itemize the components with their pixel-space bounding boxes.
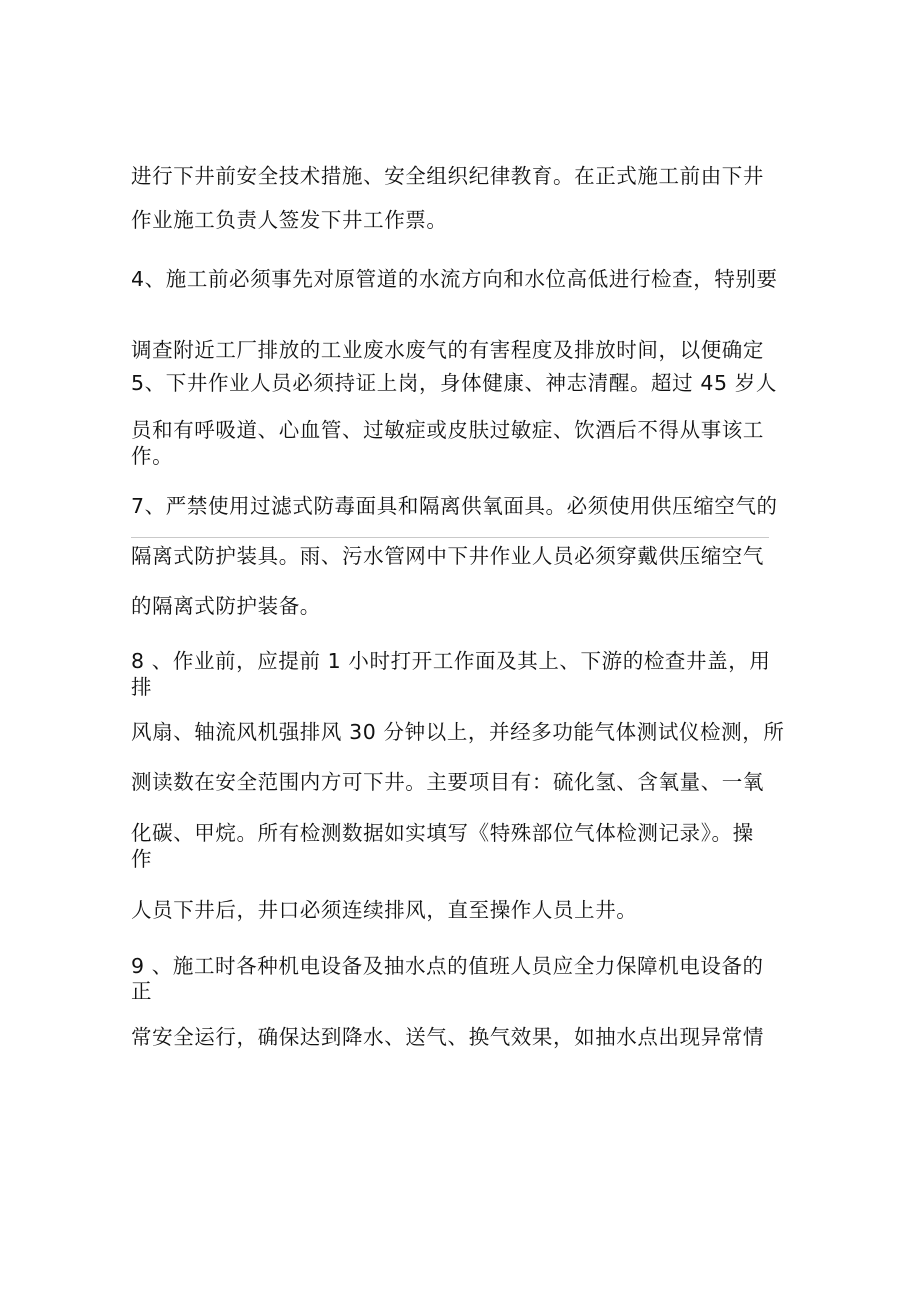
text-line: 7、严禁使用过滤式防毒面具和隔离供氧面具。必须使用供压缩空气的 xyxy=(131,494,778,518)
text-line: 的隔离式防护装备。 xyxy=(131,594,321,618)
text-line: 4、施工前必须事先对原管道的水流方向和水位高低进行检查，特别要 xyxy=(131,267,778,291)
horizontal-rule xyxy=(131,537,769,538)
text-line: 隔离式防护装具。雨、污水管网中下井作业人员必须穿戴供压缩空气 xyxy=(131,544,764,568)
text-line: 调查附近工厂排放的工业废水废气的有害程度及排放时间，以便确定 xyxy=(131,338,764,362)
text-line: 化碳、甲烷。所有检测数据如实填写《特殊部位气体检测记录》。操 xyxy=(131,821,754,845)
text-line: 9 、施工时各种机电设备及抽水点的值班人员应全力保障机电设备的 xyxy=(131,954,764,978)
text-line: 排 xyxy=(131,675,153,699)
text-line: 作业施工负责人签发下井工作票。 xyxy=(131,208,448,232)
text-line: 员和有呼吸道、心血管、过敏症或皮肤过敏症、饮酒后不得从事该工 xyxy=(131,418,764,442)
text-line: 作。 xyxy=(131,444,174,468)
text-line: 作 xyxy=(131,847,153,871)
text-line: 8 、作业前，应提前 1 小时打开工作面及其上、下游的检查井盖，用 xyxy=(131,649,771,673)
text-line: 常安全运行，确保达到降水、送气、换气效果，如抽水点出现异常情 xyxy=(131,1025,764,1049)
text-line: 进行下井前安全技术措施、安全组织纪律教育。在正式施工前由下井 xyxy=(131,164,764,188)
text-line: 测读数在安全范围内方可下井。主要项目有：硫化氢、含氧量、一氧 xyxy=(131,770,764,794)
text-line: 正 xyxy=(131,979,153,1003)
text-line: 5、下井作业人员必须持证上岗，身体健康、神志清醒。超过 45 岁人 xyxy=(131,371,777,395)
text-line: 风扇、轴流风机强排风 30 分钟以上，并经多功能气体测试仪检测，所 xyxy=(131,720,785,744)
text-line: 人员下井后，井口必须连续排风，直至操作人员上井。 xyxy=(131,898,638,922)
